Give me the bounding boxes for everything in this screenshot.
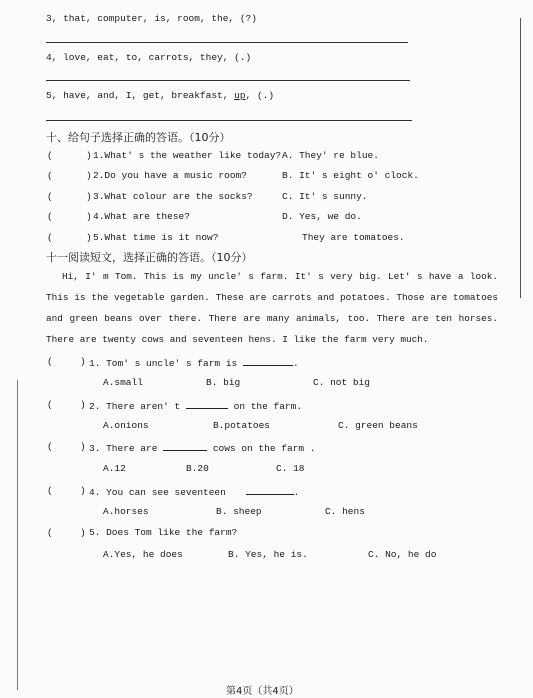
- q10-5-paren: (: [47, 232, 53, 243]
- q11-2-stem: [89, 399, 302, 412]
- page-number-footer: 第4页（共4页）: [226, 686, 299, 697]
- reorder-question-4: 4, love, eat, to, carrots, they, (.): [46, 52, 252, 63]
- q10-1-close: ): [86, 150, 92, 161]
- q11-4-stem-pre: 4. You can see seventeen: [89, 487, 226, 498]
- q11-2-option-b: B.potatoes: [213, 420, 271, 431]
- page-edge-shadow-left: [17, 380, 18, 690]
- q10-3-close: ): [86, 191, 92, 202]
- q11-4-paren: (: [47, 485, 53, 496]
- answer-b: B. It' s eight o' clock.: [282, 170, 419, 181]
- q11-4-option-b: B. sheep: [216, 506, 262, 517]
- q10-3-text: 3.What colour are the socks?: [93, 191, 253, 202]
- q11-1-paren: (: [47, 356, 53, 367]
- q10-2-close: ): [86, 170, 92, 181]
- q11-2-close: ): [80, 399, 86, 410]
- q10-3-paren: (: [47, 191, 53, 202]
- q11-1-stem-post: .: [292, 358, 299, 369]
- q11-2-stem-post: on the farm.: [233, 401, 303, 412]
- answer-c: C. It' s sunny.: [282, 191, 368, 202]
- q11-1-option-b: B. big: [206, 377, 241, 388]
- q10-5-text: 5.What time is it now?: [93, 232, 219, 243]
- q11-3-option-b: B.20: [186, 463, 209, 474]
- answer-line-3: [46, 42, 408, 43]
- q11-2-blank[interactable]: [186, 399, 228, 409]
- reorder-question-5-underlined-word: up: [234, 90, 246, 101]
- q11-5-option-b: B. Yes, he is.: [228, 549, 308, 560]
- q10-2-text: 2.Do you have a music room?: [93, 170, 247, 181]
- q10-2-paren: (: [47, 170, 53, 181]
- q10-5-close: ): [86, 232, 92, 243]
- q11-4-close: ): [80, 485, 86, 496]
- q11-5-paren: (: [47, 527, 53, 538]
- q11-5-option-c: C. No, he do: [368, 549, 437, 560]
- q10-1-text: 1.What' s the weather like today?: [93, 150, 282, 161]
- q11-3-close: ): [80, 441, 86, 452]
- q11-3-stem-pre: 3. There are: [89, 443, 158, 454]
- q11-2-option-c: C. green beans: [338, 420, 418, 431]
- q11-5-stem: 5. Does Tom like the farm?: [89, 527, 238, 538]
- q11-2-option-a: A.onions: [103, 420, 149, 431]
- q11-5-close: ): [80, 527, 86, 538]
- q11-2-paren: (: [47, 399, 53, 410]
- answer-e: They are tomatoes.: [302, 232, 405, 243]
- q10-4-text: 4.What are these?: [93, 211, 190, 222]
- answer-line-4: [46, 80, 410, 81]
- q11-4-option-a: A.horses: [103, 506, 149, 517]
- q11-1-stem-pre: 1. Tom' s uncle' s farm is: [89, 358, 238, 369]
- q11-3-stem-post: cows on the farm .: [212, 443, 316, 454]
- q10-4-paren: (: [47, 211, 53, 222]
- q11-4-blank[interactable]: [246, 485, 294, 495]
- q11-1-close: ): [80, 356, 86, 367]
- q11-3-paren: (: [47, 441, 53, 452]
- q11-1-stem: [89, 356, 299, 369]
- section-11-title: 十一阅读短文，选择正确的答语。（10分）: [46, 251, 253, 264]
- q11-4-option-c: C. hens: [325, 506, 365, 517]
- q11-4-stem: [89, 485, 299, 498]
- q11-5-option-a: A.Yes, he does: [103, 549, 183, 560]
- q11-3-stem: [89, 441, 315, 454]
- q11-1-option-a: A.small: [103, 377, 143, 388]
- q11-2-stem-pre: 2. There aren' t: [89, 401, 181, 412]
- reorder-question-5-suffix: , (.): [245, 90, 275, 101]
- q11-4-stem-post: .: [293, 487, 300, 498]
- q11-1-option-c: C. not big: [313, 377, 371, 388]
- answer-d: D. Yes, we do.: [282, 211, 362, 222]
- reading-passage: [46, 266, 498, 350]
- reorder-question-5: [46, 90, 274, 101]
- answer-line-5: [46, 120, 412, 121]
- q11-3-option-c: C. 18: [276, 463, 305, 474]
- reorder-question-3: 3, that, computer, is, room, the, (?): [46, 13, 257, 24]
- q11-3-blank[interactable]: [163, 441, 207, 451]
- page-edge-shadow: [520, 18, 521, 298]
- q10-4-close: ): [86, 211, 92, 222]
- reorder-question-5-prefix: 5, have, and, I, get, breakfast,: [46, 90, 235, 101]
- passage-text: Hi, I' m Tom. This is my uncle' s farm. It' s very big. Let' s have a look. This is the vegetable garden. These are carrots and potatoes. Those are tomatoes and green beans over there. There are many animals, too. There are ten horses. There are twenty cows and seventeen hens. I like the farm very much.: [46, 271, 498, 345]
- answer-a: A. They' re blue.: [282, 150, 379, 161]
- q11-1-blank[interactable]: [243, 356, 293, 366]
- q10-1-paren: (: [47, 150, 53, 161]
- section-10-title: 十、给句子选择正确的答语。（10分）: [46, 131, 231, 144]
- q11-3-option-a: A.12: [103, 463, 126, 474]
